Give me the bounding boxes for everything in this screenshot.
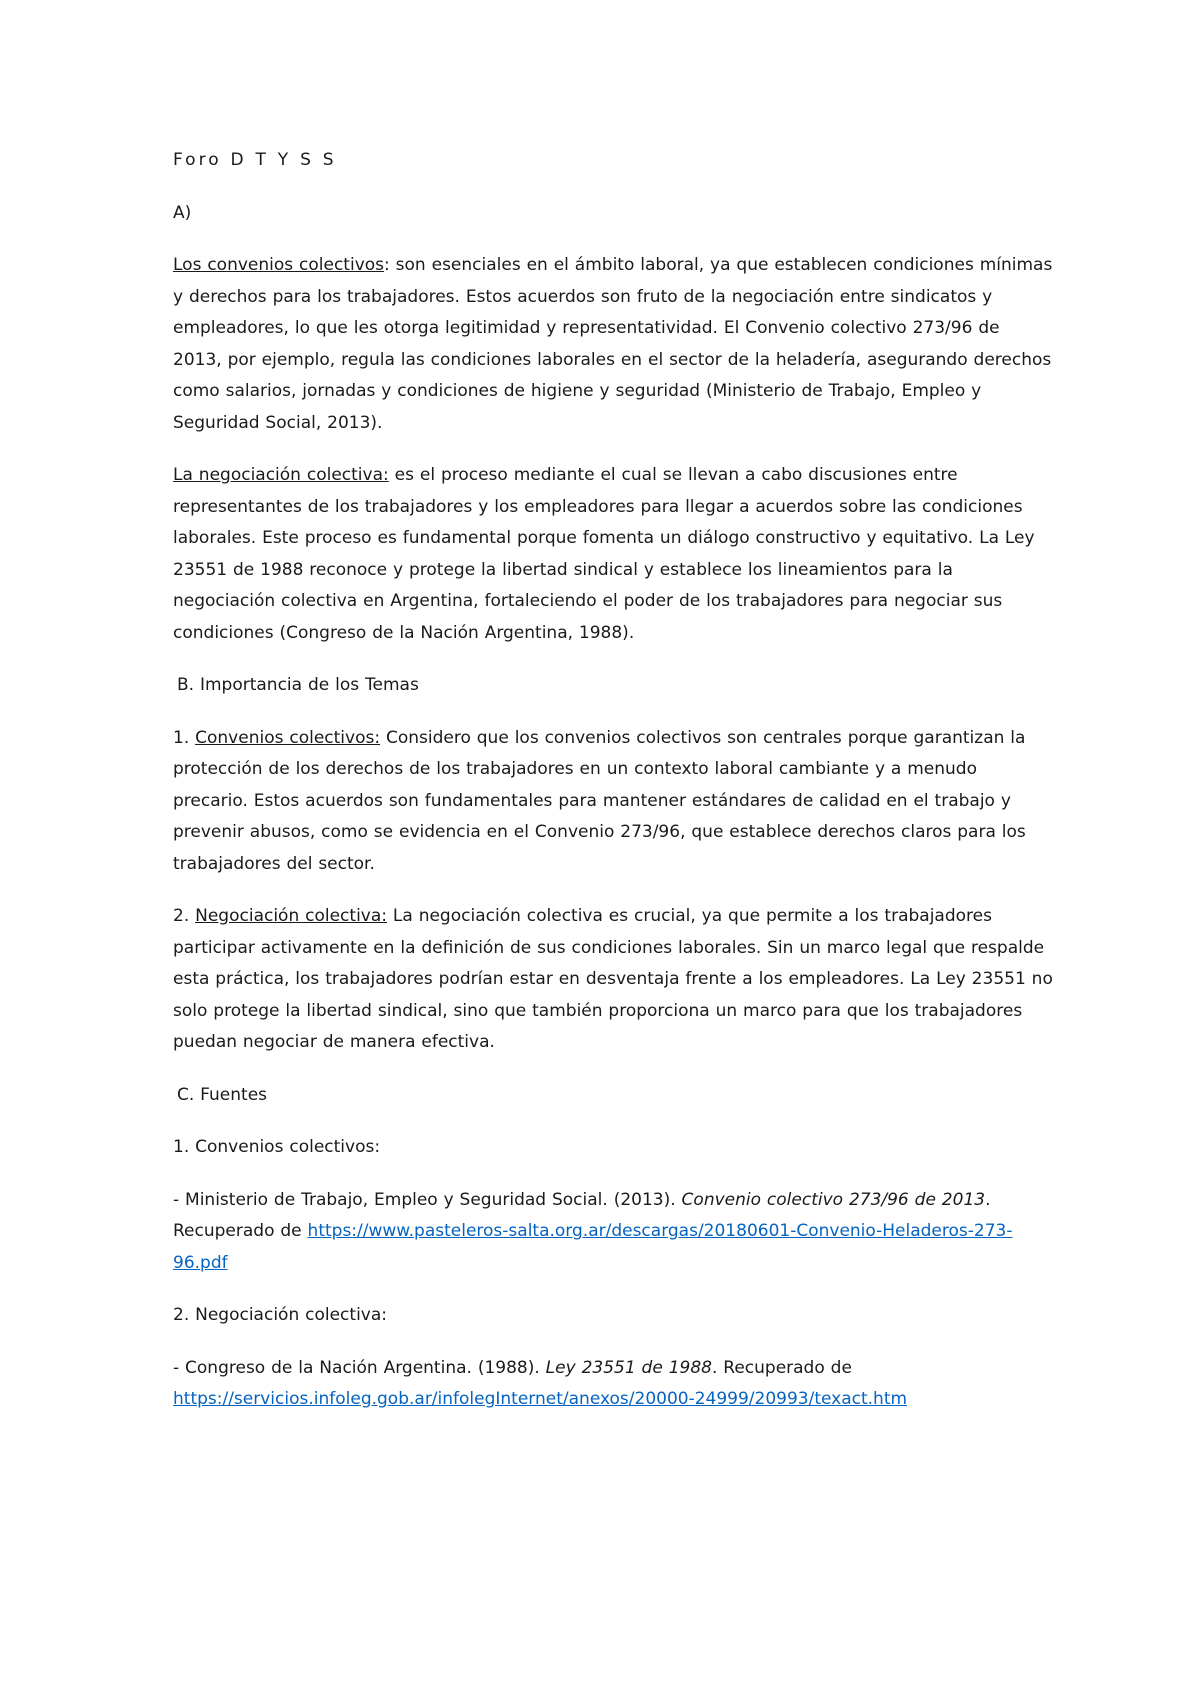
citation-title: Ley 23551 de 1988 (545, 1357, 712, 1378)
item-label: Negociación colectiva: (195, 906, 387, 926)
document-title: Foro D T Y S S (173, 150, 337, 170)
term-convenios-colectivos: Los convenios colectivos (173, 255, 385, 275)
paragraph-convenios (173, 250, 1053, 439)
term-colon: : (384, 255, 390, 275)
importance-item-2 (173, 901, 1053, 1059)
citation-text: . Recuperado de (711, 1357, 852, 1378)
importance-item-1 (173, 723, 1053, 881)
section-c-heading: C. Fuentes (177, 1084, 268, 1105)
citation-text: - Congreso de la Nación Argentina. (1988). (173, 1357, 546, 1378)
paragraph-negociacion (173, 460, 1053, 649)
paragraph-text: son esenciales en el ámbito laboral, ya que establecen condiciones mínimas y derechos para los trabajadores. Estos acuerdos son fruto de la negociación entre sindicatos y empleadores, lo que les otorga legitimidad y representatividad. El Convenio colectivo 273/96 de 2013, por ejemplo, regula las condiciones laborales en el sector de la heladería, asegurando derechos como salarios, jornadas y condiciones de higiene y seguridad (Ministerio de Trabajo, Empleo y Seguridad Social, 2013). (173, 255, 1053, 433)
term-negociacion-colectiva: La negociación colectiva: (173, 465, 389, 485)
paragraph-text: es el proceso mediante el cual se llevan a cabo discusiones entre representantes de los trabajadores y los empleadores para llegar a acuerdos sobre las condiciones laborales. Este proceso es fundamental porque fomenta un diálogo constructivo y equitativo. La Ley 23551 de 1988 reconoce y protege la libertad sindical y establece los lineamientos para la negociación colectiva en Argentina, fortaleciendo el poder de los trabajadores para negociar sus condiciones (Congreso de la Nación Argentina, 1988). (173, 465, 1035, 643)
section-a-label: A) (173, 202, 192, 223)
document-body (173, 145, 1053, 1437)
item-text: Considero que los convenios colectivos son centrales porque garantizan la protección de los derechos de los trabajadores en un contexto laboral cambiante y a menudo precario. Estos acuerdos son fundamentales para mantener estándares de calidad en el trabajo y prevenir abusos, como se evidencia en el Convenio 273/96, que establece derechos claros para los trabajadores del sector. (173, 727, 1026, 874)
section-b-heading: B. Importancia de los Temas (177, 675, 419, 695)
citation-text: . Recuperado de (173, 1189, 991, 1241)
citation-title: Convenio colectivo 273/96 de 2013 (681, 1189, 986, 1210)
source-2-link[interactable]: https://servicios.infoleg.gob.ar/infolegInternet/anexos/20000-24999/20993/texact.htm (173, 1389, 908, 1409)
item-label: Convenios colectivos: (195, 727, 381, 748)
source-2-heading: 2. Negociación colectiva: (173, 1305, 387, 1325)
item-text: La negociación colectiva es crucial, ya que permite a los trabajadores participar activamente en la definición de sus condiciones laborales. Sin un marco legal que respalde esta práctica, los trabajadores podrían estar en desventaja frente a los empleadores. La Ley 23551 no solo protege la libertad sindical, sino que también proporciona un marco para que los trabajadores puedan negociar de manera efectiva. (173, 906, 1053, 1052)
source-2-citation (173, 1353, 1053, 1416)
citation-text: - Ministerio de Trabajo, Empleo y Seguridad Social. (2013). (173, 1189, 682, 1210)
source-1-link[interactable]: https://www.pasteleros-salta.org.ar/descargas/20180601-Convenio-Heladeros-273-96.pdf (173, 1221, 1013, 1273)
item-number: 2. (173, 906, 196, 926)
source-1-heading: 1. Convenios colectivos: (173, 1137, 381, 1157)
item-number: 1. (173, 727, 196, 748)
source-1-citation (173, 1185, 1053, 1280)
